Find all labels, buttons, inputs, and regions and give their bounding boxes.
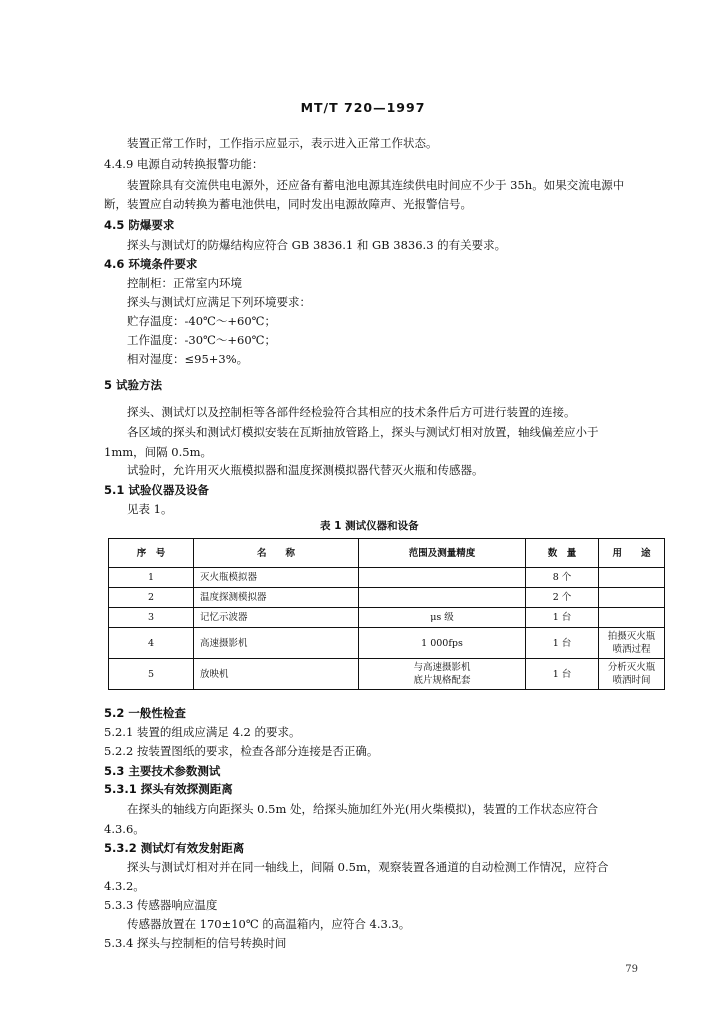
table-cell: 拍摄灭火瓶 喷洒过程 [599,628,665,659]
col-header-index: 序 号 [109,539,194,568]
section-heading: 5.1 试验仪器及设备 [104,483,209,497]
table-cell: 1 台 [526,628,599,659]
table-cell: 2 个 [526,588,599,608]
table-cell: 2 [109,588,194,608]
para-line: 4.3.6。 [104,822,145,836]
table-cell: 记忆示波器 [194,608,359,628]
para-line: 探头与测试灯的防爆结构应符合 GB 3836.1 和 GB 3836.3 的有关要求。 [127,238,507,252]
table-cell: 1 [109,568,194,588]
para-line: 试验时，允许用灭火瓶模拟器和温度探测模拟器代替灭火瓶和传感器。 [127,463,484,477]
col-header-range: 范围及测量精度 [359,539,526,568]
section-heading: 5.2 一般性检查 [104,706,186,720]
standard-header: MT/T 720—1997 [300,100,426,115]
para-line: 装置正常工作时，工作指示应显示，表示进入正常工作状态。 [127,136,438,150]
equipment-table [108,538,665,690]
section-heading: 4.5 防爆要求 [104,218,175,232]
table-cell: 4 [109,628,194,659]
section-heading: 5.3.3 传感器响应温度 [104,898,218,912]
table-cell [599,608,665,628]
para-line: 5.2.1 装置的组成应满足 4.2 的要求。 [104,725,301,739]
col-header-purpose: 用 途 [599,539,665,568]
para-line: 贮存温度：-40℃～+60℃； [127,314,277,328]
table-cell: 5 [109,659,194,690]
section-heading: 5.3.1 探头有效探测距离 [104,782,233,796]
section-heading: 4.4.9 电源自动转换报警功能： [104,157,264,171]
para-line: 控制柜：正常室内环境 [127,276,242,290]
col-header-quantity: 数 量 [526,539,599,568]
table-cell: 分析灭火瓶 喷洒时间 [599,659,665,690]
table-cell [359,568,526,588]
table-row [109,568,665,588]
para-line: 4.3.2。 [104,879,145,893]
table-header-row [109,539,665,568]
para-line: 1mm，间隔 0.5m。 [104,445,212,459]
table-cell: 3 [109,608,194,628]
table-cell [599,568,665,588]
table-cell [599,588,665,608]
col-header-name: 名 称 [194,539,359,568]
table-cell: 与高速摄影机 底片规格配套 [359,659,526,690]
para-line: 探头、测试灯以及控制柜等各部件经检验符合其相应的技术条件后方可进行装置的连接。 [127,405,576,419]
para-line: 探头与测试灯相对并在同一轴线上，间隔 0.5m，观察装置各通道的自动检测工作情况，应符合 [127,860,609,874]
table-cell [359,588,526,608]
para-line: 在探头的轴线方向距探头 0.5m 处，给探头施加红外光(用火柴模拟)，装置的工作状态应符合 [127,802,598,816]
section-heading: 5.3 主要技术参数测试 [104,764,221,778]
para-line: 断，装置应自动转换为蓄电池供电，同时发出电源故障声、光报警信号。 [104,197,472,211]
para-line: 各区域的探头和测试灯模拟安装在瓦斯抽放管路上，探头与测试灯相对放置，轴线偏差应小于 [127,425,599,439]
para-line: 传感器放置在 170±10℃ 的高温箱内，应符合 4.3.3。 [127,917,411,931]
para-line: 装置除具有交流供电电源外，还应备有蓄电池电源其连续供电时间应不少于 35h。如果交流电源中 [127,178,625,192]
table-row [109,608,665,628]
table-cell: 高速摄影机 [194,628,359,659]
table-caption: 表 1 测试仪器和设备 [320,520,419,532]
table-row [109,659,665,690]
page-number: 79 [625,964,638,975]
section-heading: 5.3.4 探头与控制柜的信号转换时间 [104,936,287,950]
table-cell: 1 000fps [359,628,526,659]
table-cell: 1 台 [526,608,599,628]
para-line: 5.2.2 按装置图纸的要求，检查各部分连接是否正确。 [104,744,379,758]
table-cell: 放映机 [194,659,359,690]
table-cell: 灭火瓶模拟器 [194,568,359,588]
chapter-heading: 5 试验方法 [104,378,163,392]
section-heading: 5.3.2 测试灯有效发射距离 [104,841,245,855]
para-line: 相对湿度：≤95+3%。 [127,352,249,366]
para-line: 探头与测试灯应满足下列环境要求： [127,295,311,309]
table-row [109,588,665,608]
table-cell: 温度探测模拟器 [194,588,359,608]
para-line: 见表 1。 [127,502,173,516]
table-cell: μs 级 [359,608,526,628]
table-cell: 8 个 [526,568,599,588]
section-heading: 4.6 环境条件要求 [104,257,198,271]
para-line: 工作温度：-30℃～+60℃； [127,333,277,347]
table-row [109,628,665,659]
table-cell: 1 台 [526,659,599,690]
